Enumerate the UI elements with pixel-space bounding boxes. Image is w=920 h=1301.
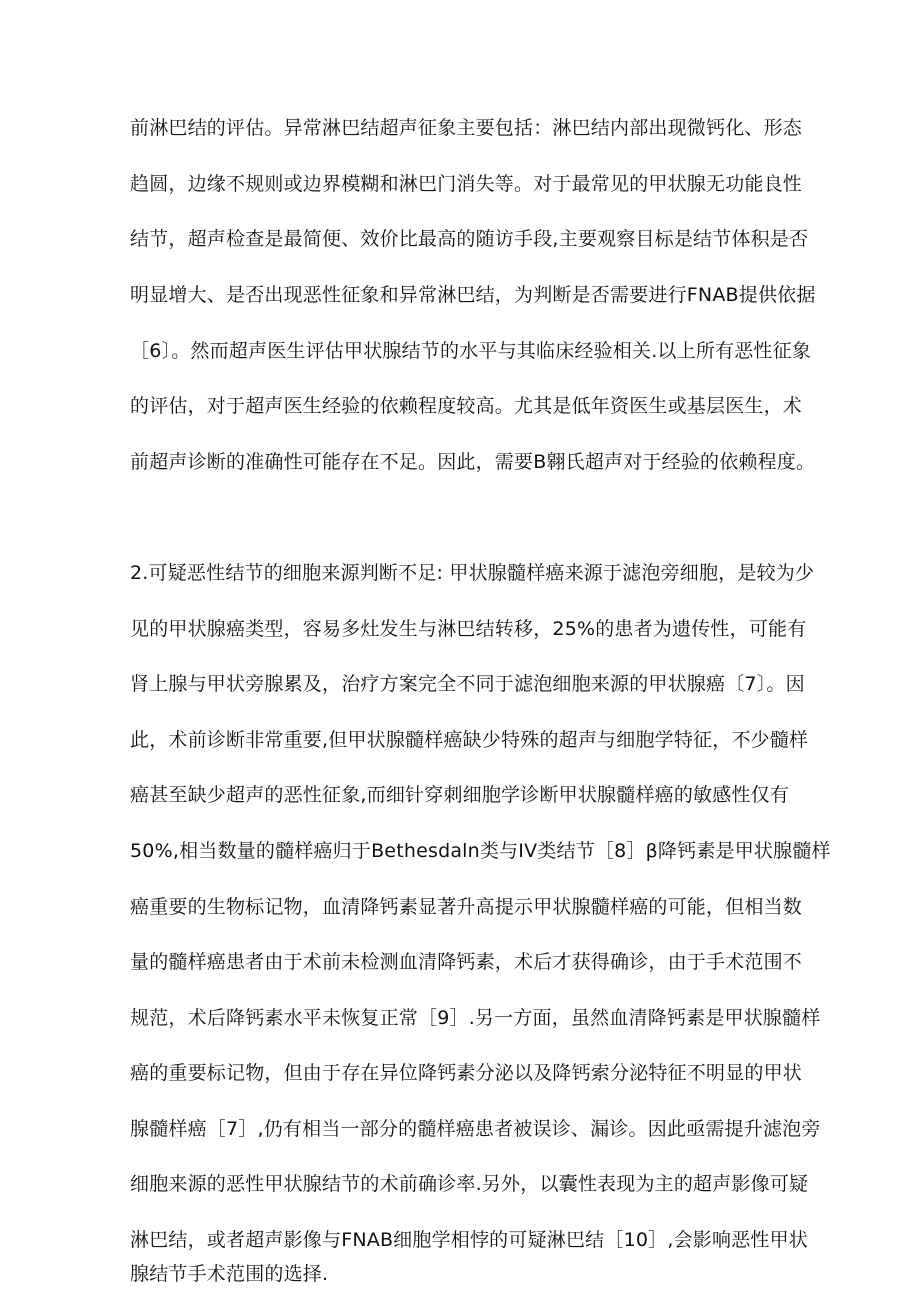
paragraph-2-line-6: 50%,相当数量的髓样癌归于Bethesdaln类与IV类结节［8］β降钙素是甲状腺髓样 [130,840,831,862]
paragraph-1-line-2: 趋圆，边缘不规则或边界模糊和淋巴门消失等。对于最常见的甲状腺无功能良性 [130,173,803,195]
paragraph-2-line-13: 淋巴结，或者超声影像与FNAB细胞学相悖的可疑淋巴结［10］,会影响恶性甲状 [130,1229,808,1251]
paragraph-2-line-5: 癌甚至缺少超声的恶性征象,而细针穿刺细胞学诊断甲状腺髓样癌的敏感性仅有 [130,784,790,806]
paragraph-1-line-4: 明显增大、是否出现恶性征象和异常淋巴结，为判断是否需要进行FNAB提供依据 [130,284,816,306]
paragraph-2-line-11: 腺髓样癌［7］,仍有相当一部分的髓样癌患者被误诊、漏诊。因此亟需提升滤泡旁 [130,1118,821,1140]
paragraph-1-line-5: ［6〕。然而超声医生评估甲状腺结节的水平与其临床经验相关.以上所有恶性征象 [130,340,812,362]
paragraph-2-line-14: 腺结节手术范围的选择. [130,1263,329,1285]
paragraph-2-line-7: 癌重要的生物标记物，血清降钙素显著升高提示甲状腺髓样癌的可能，但相当数 [130,896,803,918]
paragraph-2-line-3: 肾上腺与甲状旁腺累及，治疗方案完全不同于滤泡细胞来源的甲状腺癌〔7〕。因 [130,673,805,695]
paragraph-2-line-4: 此，术前诊断非常重要,但甲状腺髓样癌缺少特殊的超声与细胞学特征，不少髓样 [130,729,809,751]
paragraph-1-line-6: 的评估，对于超声医生经验的依赖程度较高。尤其是低年资医生或基层医生，术 [130,395,803,417]
paragraph-1-line-7: 前超声诊断的准确性可能存在不足。因此，需要B翱氏超声对于经验的依赖程度。 [130,451,816,473]
paragraph-2-line-8: 量的髓样癌患者由于术前未检测血清降钙素，术后才获得确诊，由于手术范围不 [130,951,803,973]
paragraph-2-line-9: 规范，术后降钙素水平未恢复正常［9］.另一方面，虽然血清降钙素是甲状腺髓样 [130,1007,821,1029]
paragraph-2-line-10: 癌的重要标记物，但由于存在异位降钙素分泌以及降钙索分泌特征不明显的甲状 [130,1062,803,1084]
paragraph-2-line-2: 见的甲状腺癌类型，容易多灶发生与淋巴结转移，25%的患者为遗传性，可能有 [130,618,807,640]
paragraph-1-line-1: 前淋巴结的评估。异常淋巴结超声征象主要包括：淋巴结内部出现微钙化、形态 [130,117,803,139]
paragraph-1-line-3: 结节，超声检查是最简便、效价比最高的随访手段,主要观察目标是结节体积是否 [130,228,809,250]
paragraph-2-line-1: 2.可疑恶性结节的细胞来源判断不足: 甲状腺髓样癌来源于滤泡旁细胞，是较为少 [130,562,815,584]
paragraph-2-line-12: 细胞来源的恶性甲状腺结节的术前确诊率.另外，以囊性表现为主的超声影像可疑 [130,1173,809,1195]
